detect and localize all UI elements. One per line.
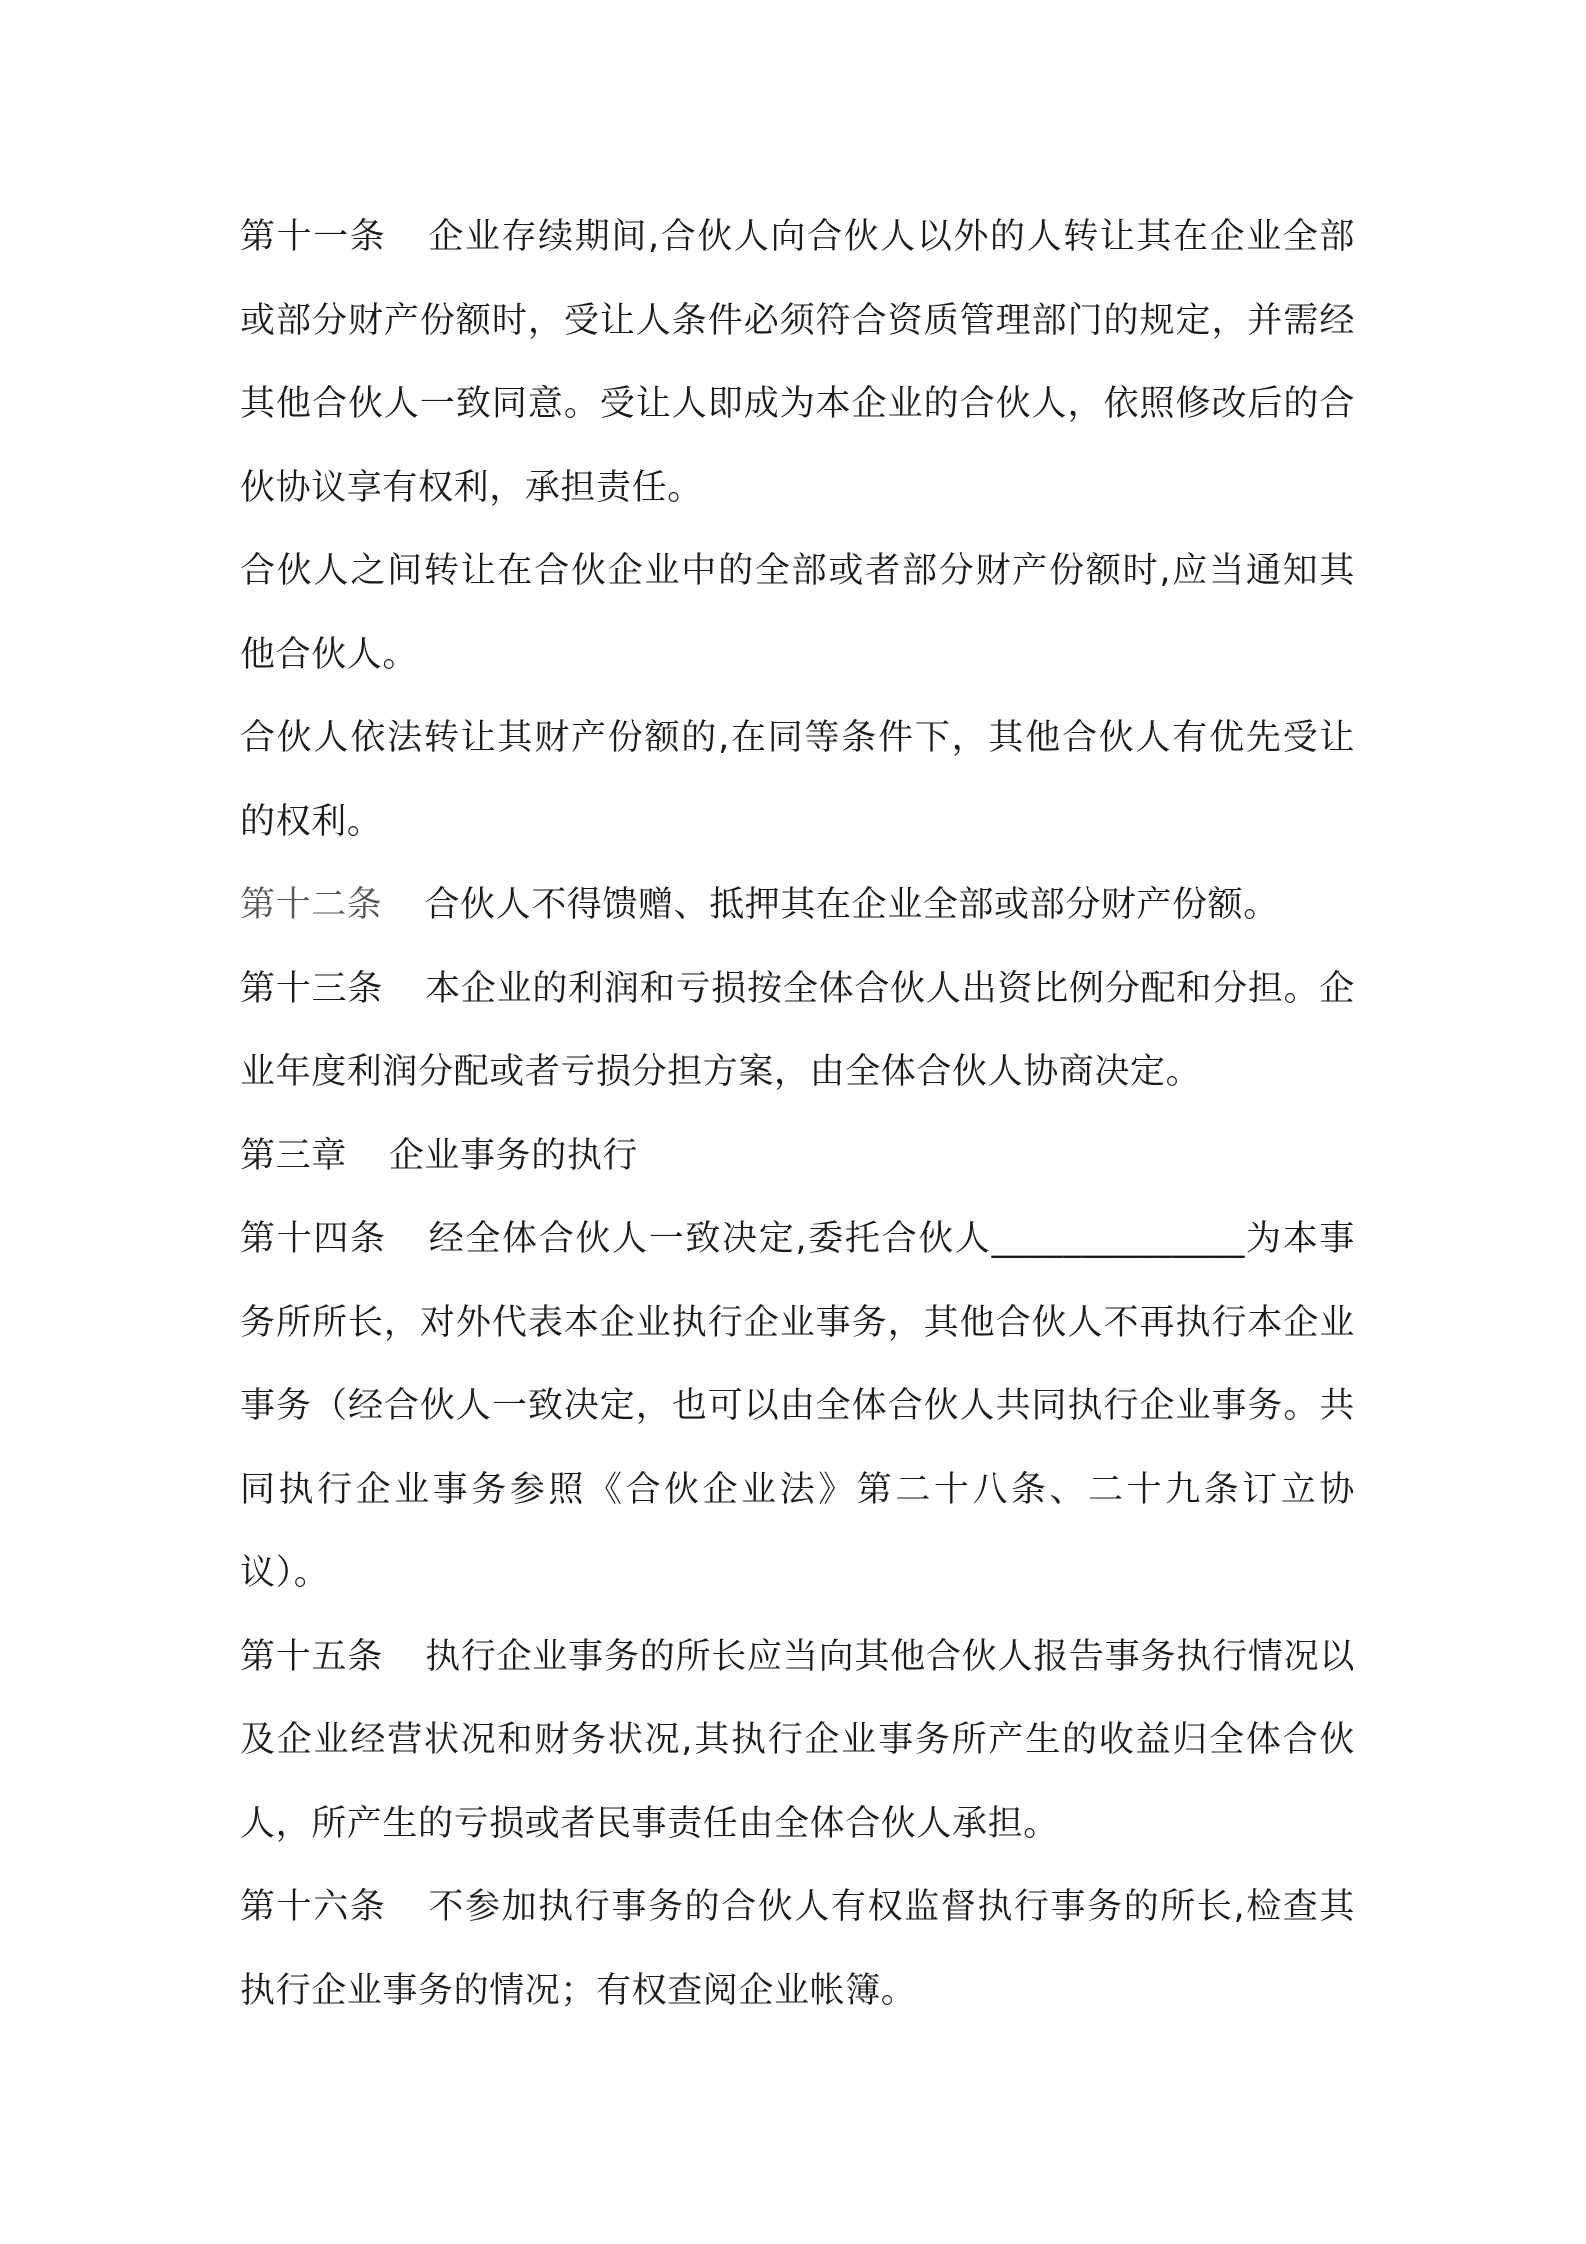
article-label: 第十四条 xyxy=(240,1219,387,1259)
article-text: 执行企业事务的所长应当向其他合伙人报告事务执行情况以及企业经营状况和财务状况,其执行企业事务所产生的收益归全体合伙人，所产生的亏损或者民事责任由全体合伙人承担。 xyxy=(240,1636,1355,1844)
article-label: 第十五条 xyxy=(240,1636,384,1677)
article-text: 经全体合伙人一致决定,委托合伙人______________为本事务所所长，对外代表本企业执行企业事务，其他合伙人不再执行本企业事务（经合伙人一致决定，也可以由全体合伙人共同执行企业事务。共同执行企业事务参照《合伙企业法》第二十八条、二十九条订立协议）。 xyxy=(240,1219,1355,1593)
article-12-paragraph xyxy=(240,864,1355,948)
chapter-title: 企业事务的执行 xyxy=(388,1135,639,1176)
article-text: 本企业的利润和亏损按全体合伙人出资比例分配和分担。企业年度利润分配或者亏损分担方案，由全体合伙人协商决定。 xyxy=(240,968,1355,1092)
article-text: 企业存续期间,合伙人向合伙人以外的人转让其在企业全部或部分财产份额时，受让人条件必须符合资质管理部门的规定，并需经其他合伙人一致同意。受让人即成为本企业的合伙人，依照修改后的合伙协议享有权利，承担责任。 xyxy=(240,217,1355,508)
article-16-paragraph xyxy=(240,1866,1355,2033)
article-text: 不参加执行事务的合伙人有权监督执行事务的所长,检查其执行企业事务的情况；有权查阅企业帐簿。 xyxy=(240,1887,1355,2011)
article-11-paragraph xyxy=(240,196,1355,530)
article-label: 第十六条 xyxy=(240,1887,387,1927)
article-label: 第十二条 xyxy=(240,885,383,925)
article-text: 合伙人不得馈赠、抵押其在企业全部或部分财产份额。 xyxy=(424,885,1279,925)
article-15-paragraph xyxy=(240,1616,1355,1867)
article-11-priority-right-paragraph xyxy=(240,697,1355,864)
chapter-3-heading xyxy=(240,1115,1355,1199)
document-body xyxy=(240,196,1355,2033)
article-label: 第十一条 xyxy=(240,217,387,257)
article-14-paragraph xyxy=(240,1198,1355,1616)
article-11-transfer-notice-paragraph xyxy=(240,530,1355,697)
article-label: 第十三条 xyxy=(240,968,384,1009)
paragraph-text: 合伙人之间转让在合伙企业中的全部或者部分财产份额时,应当通知其他合伙人。 xyxy=(240,551,1355,675)
paragraph-text: 合伙人依法转让其财产份额的,在同等条件下，其他合伙人有优先受让的权利。 xyxy=(240,718,1355,842)
chapter-label: 第三章 xyxy=(240,1135,347,1176)
article-13-paragraph xyxy=(240,948,1355,1115)
